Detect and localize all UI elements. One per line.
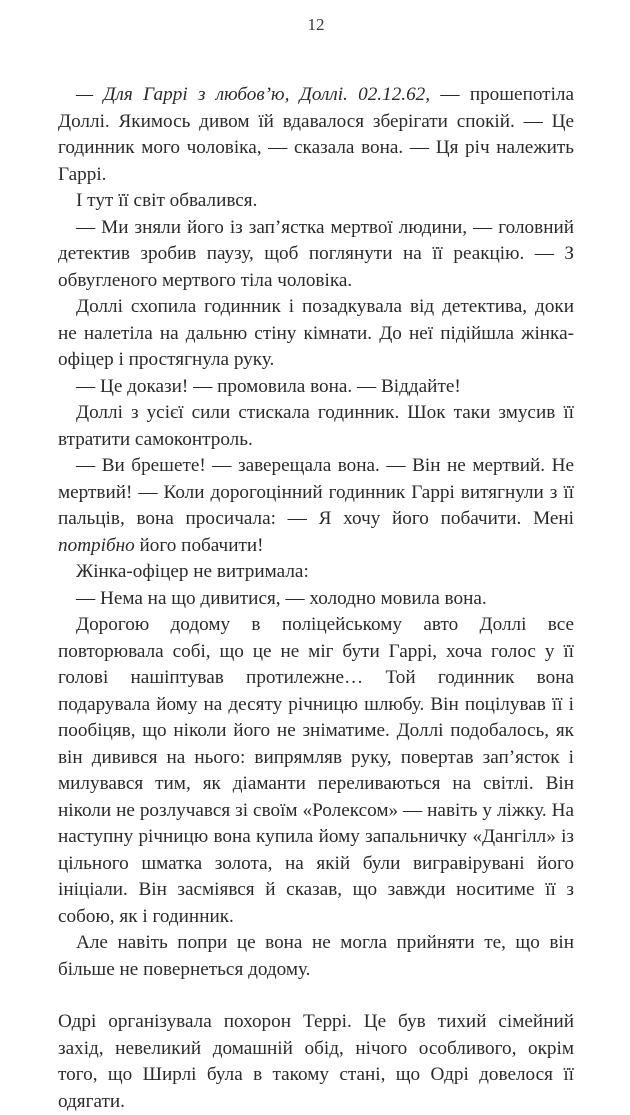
paragraph-7-text-b: його побачити! bbox=[134, 534, 264, 556]
paragraph-1-text: — прошепотіла Доллі. Якимось дивом їй вдавалося зберігати спокій. — Це годинник мого чоловіка, — сказала вона. — Ця річ належить Гаррі. bbox=[58, 84, 574, 185]
section-break bbox=[58, 983, 574, 1009]
watch-engraving-text: — Для Гаррі з любов’ю, Доллі. 02.12.62, bbox=[76, 84, 431, 105]
paragraph-2: І тут її світ обвалився. bbox=[76, 190, 258, 211]
paragraph-7-text-a: — Ви брешете! — заверещала вона. — Він не мертвий. Не мертвий! — Коли дорогоцінний годинник Гаррі витягнули з її пальців, вона просичала: — Я хочу його побачити. Мені bbox=[58, 455, 574, 529]
paragraph-6: Доллі з усієї сили стискала годинник. Шок таки змусив її втратити самоконтроль. bbox=[58, 402, 574, 450]
paragraph-11: Але навіть попри це вона не могла прийняти те, що він більше не повернеться додому. bbox=[58, 932, 574, 980]
paragraph-3: — Ми зняли його із зап’ястка мертвої людини, — головний детектив зробив паузу, щоб поглянути на її реакцію. — З обвугленого мертвого тіла чоловіка. bbox=[58, 216, 574, 291]
paragraph-1 bbox=[58, 82, 574, 188]
paragraph-7 bbox=[58, 453, 574, 559]
paragraph-8: Жінка-офіцер не витримала: bbox=[76, 561, 309, 582]
book-page bbox=[58, 14, 574, 1115]
page-number: 12 bbox=[307, 15, 325, 34]
paragraph-10: Дорогою додому в поліцейському авто Доллі все повторювала собі, що це не міг бути Гаррі, хоча голос у її голові нашіптував протилежне… Той годинник вона подарувала йому на десяту річницю шлюбу. Він поцілував її і пообіцяв, що ніколи його не зніматиме. Доллі подобалось, як він дивився на нього: випрямляв руку, повертав зап’ясток і милувався тим, як діаманти переливаються на світлі. Він ніколи не розлучався зі своїм «Ролексом» — навіть у ліжку. На наступну річницю вона купила йому запальничку «Дангілл» із цільного шматка золота, на якій були вигравірувані його ініціали. Він засміявся й сказав, що завжди носитиме її з собою, як і годинник. bbox=[58, 614, 574, 927]
paragraph-5: — Це докази! — промовила вона. — Віддайте! bbox=[76, 375, 461, 397]
paragraph-4: Доллі схопила годинник і позадкувала від детектива, доки не налетіла на дальню стіну кімнати. До неї підійшла жінка-офіцер і простягнула руку. bbox=[58, 296, 574, 370]
paragraph-9: — Нема на що дивитися, — холодно мовила вона. bbox=[76, 587, 487, 609]
paragraph-7-emphasis: потрібно bbox=[58, 534, 135, 556]
paragraph-12: Одрі організувала похорон Террі. Це був тихий сімейний захід, невеликий домашній обід, нічого особливого, окрім того, що Ширлі була в такому стані, що Одрі довелося її одягати. bbox=[58, 1011, 574, 1112]
